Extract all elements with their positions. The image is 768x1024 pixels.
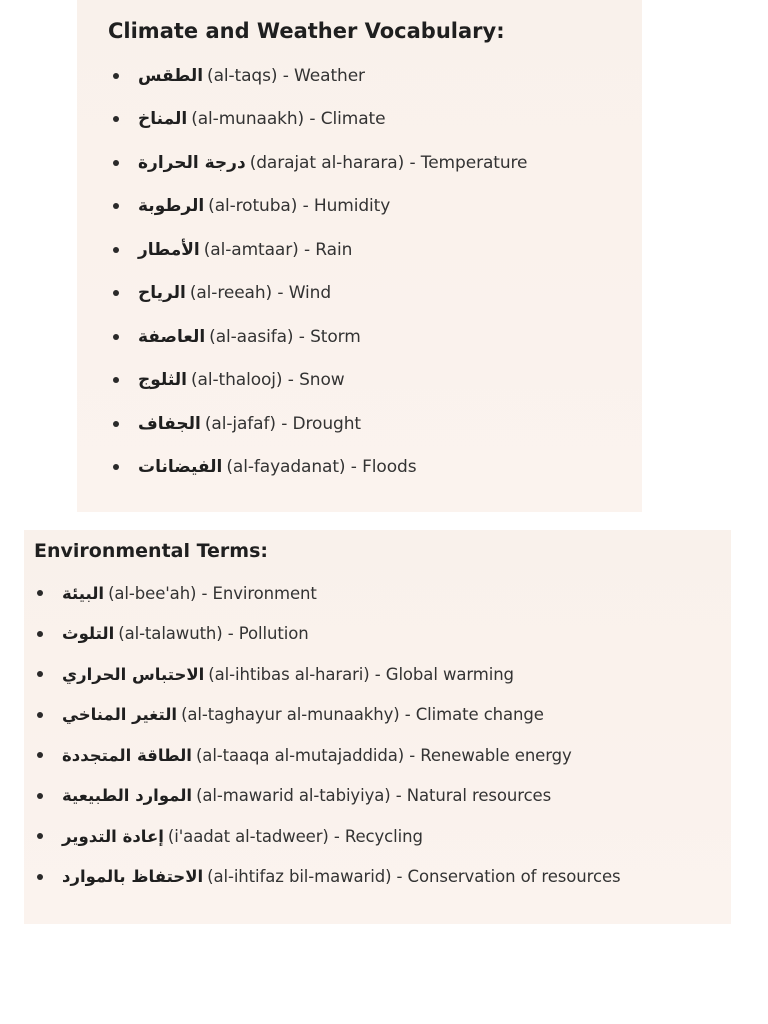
arabic-term: الرياح — [138, 283, 186, 304]
climate-section-heading: Climate and Weather Vocabulary: — [108, 19, 505, 43]
arabic-term: إعادة التدوير — [62, 826, 164, 846]
list-item — [34, 614, 731, 655]
arabic-term: الطاقة المتجددة — [62, 745, 192, 765]
term-translation: (i'aadat al-tadweer) - Recycling — [167, 826, 423, 846]
bullet-icon — [37, 793, 43, 799]
bullet-icon — [113, 464, 119, 470]
bullet-icon — [113, 247, 119, 253]
climate-vocabulary-list — [108, 54, 642, 489]
list-item — [34, 573, 731, 614]
list-item — [108, 185, 642, 229]
arabic-term: الطقس — [138, 65, 204, 86]
term-translation: (al-jafaf) - Drought — [204, 413, 361, 434]
arabic-term: العاصفة — [138, 326, 206, 347]
bullet-icon — [113, 116, 119, 122]
term-translation: (al-ihtifaz bil-mawarid) - Conservation of resources — [207, 867, 621, 887]
list-item — [108, 402, 642, 446]
term-translation: (al-fayadanat) - Floods — [226, 457, 417, 478]
arabic-term: الأمطار — [138, 239, 200, 260]
term-translation: (al-thalooj) - Snow — [191, 370, 345, 391]
term-translation: (al-reeah) - Wind — [189, 283, 332, 304]
environment-terms-list — [34, 573, 731, 897]
bullet-icon — [113, 73, 119, 79]
list-item — [34, 735, 731, 776]
term-translation: (al-ihtibas al-harari) - Global warming — [208, 664, 514, 684]
list-item — [108, 446, 642, 490]
bullet-icon — [113, 421, 119, 427]
term-translation: (al-bee'ah) - Environment — [108, 583, 317, 603]
term-translation: (al-taghayur al-munaakhy) - Climate change — [181, 705, 544, 725]
bullet-icon — [37, 874, 43, 880]
term-translation: (al-taqs) - Weather — [207, 65, 365, 86]
bullet-icon — [37, 631, 43, 637]
bullet-icon — [113, 160, 119, 166]
arabic-term: المناخ — [138, 109, 188, 130]
arabic-term: الاحتفاظ بالموارد — [62, 867, 204, 887]
arabic-term: الجفاف — [138, 413, 201, 434]
bullet-icon — [37, 833, 43, 839]
list-item — [108, 141, 642, 185]
list-item — [108, 272, 642, 316]
arabic-term: الفيضانات — [138, 457, 223, 478]
list-item — [108, 98, 642, 142]
arabic-term: التلوث — [62, 624, 115, 644]
list-item — [34, 776, 731, 817]
term-translation: (al-amtaar) - Rain — [203, 239, 353, 260]
list-item — [108, 228, 642, 272]
bullet-icon — [113, 334, 119, 340]
arabic-term: الثلوج — [138, 370, 187, 391]
climate-vocabulary-card — [77, 0, 642, 512]
bullet-icon — [113, 203, 119, 209]
arabic-term: الرطوبة — [138, 196, 205, 217]
list-item — [34, 654, 731, 695]
term-translation: (al-talawuth) - Pollution — [118, 624, 309, 644]
term-translation: (al-taaqa al-mutajaddida) - Renewable energy — [195, 745, 572, 765]
bullet-icon — [113, 377, 119, 383]
arabic-term: الاحتباس الحراري — [62, 664, 205, 684]
bullet-icon — [37, 712, 43, 718]
term-translation: (al-rotuba) - Humidity — [208, 196, 391, 217]
list-item — [108, 315, 642, 359]
list-item — [34, 857, 731, 898]
list-item — [108, 359, 642, 403]
list-item — [34, 695, 731, 736]
list-item — [34, 816, 731, 857]
term-translation: (al-mawarid al-tabiyiya) - Natural resources — [196, 786, 552, 806]
term-translation: (darajat al-harara) - Temperature — [249, 152, 528, 173]
list-item — [108, 54, 642, 98]
arabic-term: التغير المناخي — [62, 705, 178, 725]
arabic-term: الموارد الطبيعية — [62, 786, 193, 806]
environmental-terms-card — [24, 530, 731, 924]
arabic-term: درجة الحرارة — [138, 152, 246, 173]
bullet-icon — [113, 290, 119, 296]
term-translation: (al-aasifa) - Storm — [209, 326, 361, 347]
arabic-term: البيئة — [62, 583, 105, 603]
bullet-icon — [37, 671, 43, 677]
term-translation: (al-munaakh) - Climate — [191, 109, 386, 130]
bullet-icon — [37, 752, 43, 758]
environment-section-heading: Environmental Terms: — [34, 540, 268, 562]
bullet-icon — [37, 590, 43, 596]
